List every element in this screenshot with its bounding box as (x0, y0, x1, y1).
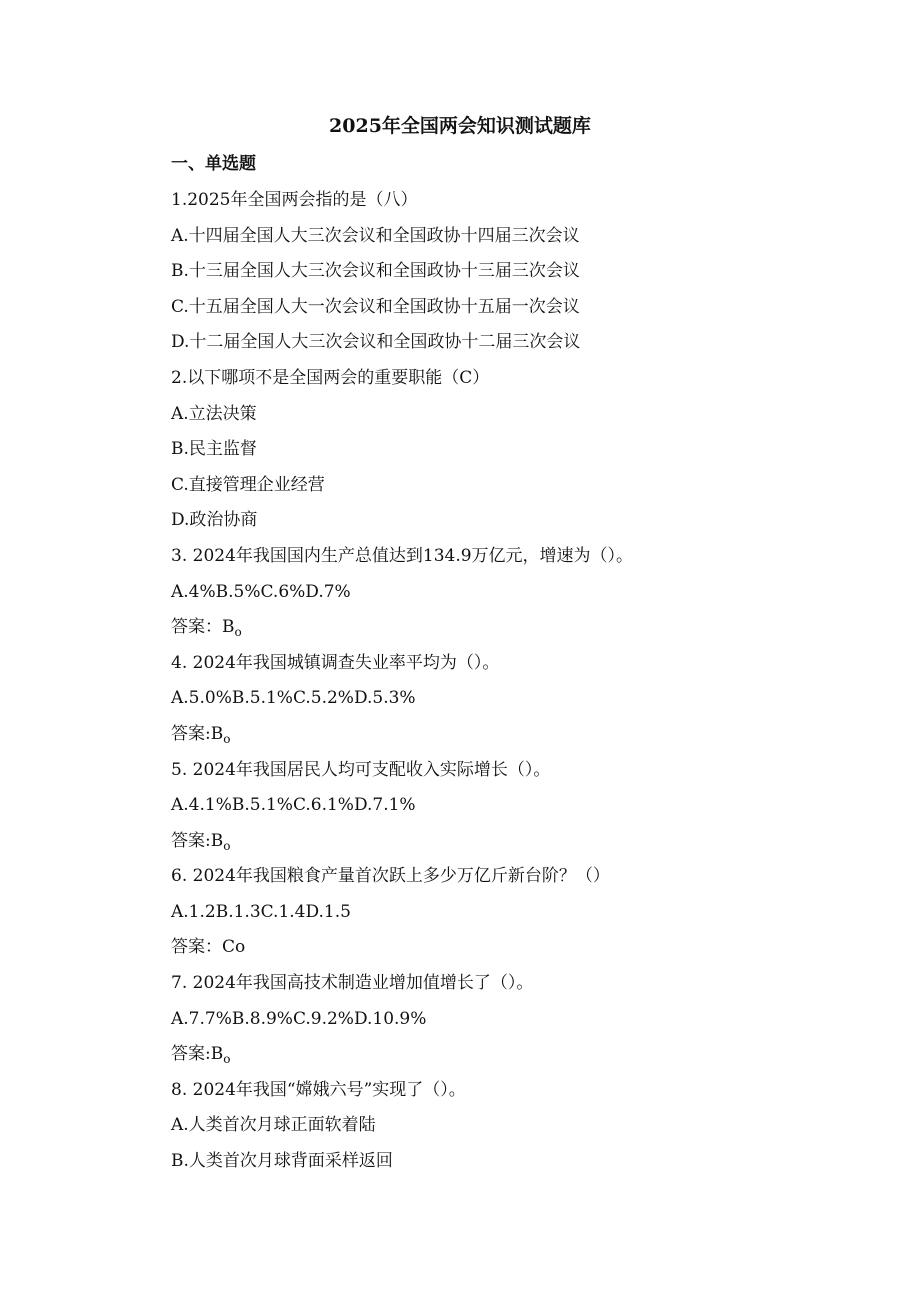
question-5-answer (171, 827, 891, 863)
question-4-answer (171, 720, 891, 756)
question-1-option-b: B.十三届全国人大三次会议和全国政协十三届三次会议 (171, 261, 580, 282)
document-title: 2025年全国两会知识测试题库 (329, 115, 591, 137)
question-2-option-b: B.民主监督 (171, 439, 257, 460)
section-heading: 一、单选题 (171, 154, 256, 174)
question-1-option-a: A.十四届全国人大三次会议和全国政协十四届三次会议 (171, 225, 580, 246)
question-1: 1.2025年全国两会指的是（八） (171, 190, 418, 210)
question-2-option-d: D.政治协商 (171, 510, 258, 531)
question-2: 2.以下哪项不是全国两会的重要职能（C） (171, 367, 490, 388)
question-3: 3. 2024年我国国内生产总值达到134.9万亿元，增速为（）。 (171, 545, 634, 566)
answer-text: 答案:B (171, 723, 224, 744)
question-6-options: A.1.2B.1.3C.1.4D.1.5 (171, 901, 351, 922)
question-3-options: A.4%B.5%C.6%D.7% (171, 581, 351, 602)
answer-subscript: o (223, 731, 231, 746)
answer-text: 答案:B (171, 830, 224, 851)
answer-text: 答案:B (171, 1044, 224, 1065)
question-3-answer (171, 613, 891, 649)
question-6: 6. 2024年我国粮食产量首次跃上多少万亿斤新台阶？（） (171, 866, 610, 887)
question-4-options: A.5.0%B.5.1%C.5.2%D.5.3% (171, 688, 416, 709)
question-7-options: A.7.7%B.8.9%C.9.2%D.10.9% (171, 1008, 427, 1029)
question-8-option-b: B.人类首次月球背面采样返回 (171, 1151, 393, 1172)
question-5: 5. 2024年我国居民人均可支配收入实际增长（）。 (171, 759, 551, 780)
question-5-options: A.4.1%B.5.1%C.6.1%D.7.1% (171, 795, 416, 816)
question-7-answer (171, 1040, 891, 1076)
question-4: 4. 2024年我国城镇调查失业率平均为（）。 (171, 652, 500, 673)
question-8: 8. 2024年我国“嫦娥六号”实现了（）。 (171, 1079, 466, 1100)
answer-subscript: o (223, 1052, 231, 1067)
question-8-option-a: A.人类首次月球正面软着陆 (171, 1115, 376, 1136)
question-6-answer: 答案：Co (171, 937, 246, 958)
answer-subscript: o (234, 625, 242, 640)
question-2-option-a: A.立法决策 (171, 403, 257, 424)
question-2-option-c: C.直接管理企业经营 (171, 474, 325, 495)
answer-text: 答案：B (171, 617, 235, 638)
answer-subscript: o (223, 838, 231, 853)
question-7: 7. 2024年我国高技术制造业增加值增长了（）。 (171, 973, 534, 994)
question-1-option-c: C.十五届全国人大一次会议和全国政协十五届一次会议 (171, 296, 580, 317)
question-1-option-d: D.十二届全国人大三次会议和全国政协十二届三次会议 (171, 332, 581, 353)
question-list (171, 186, 891, 1183)
